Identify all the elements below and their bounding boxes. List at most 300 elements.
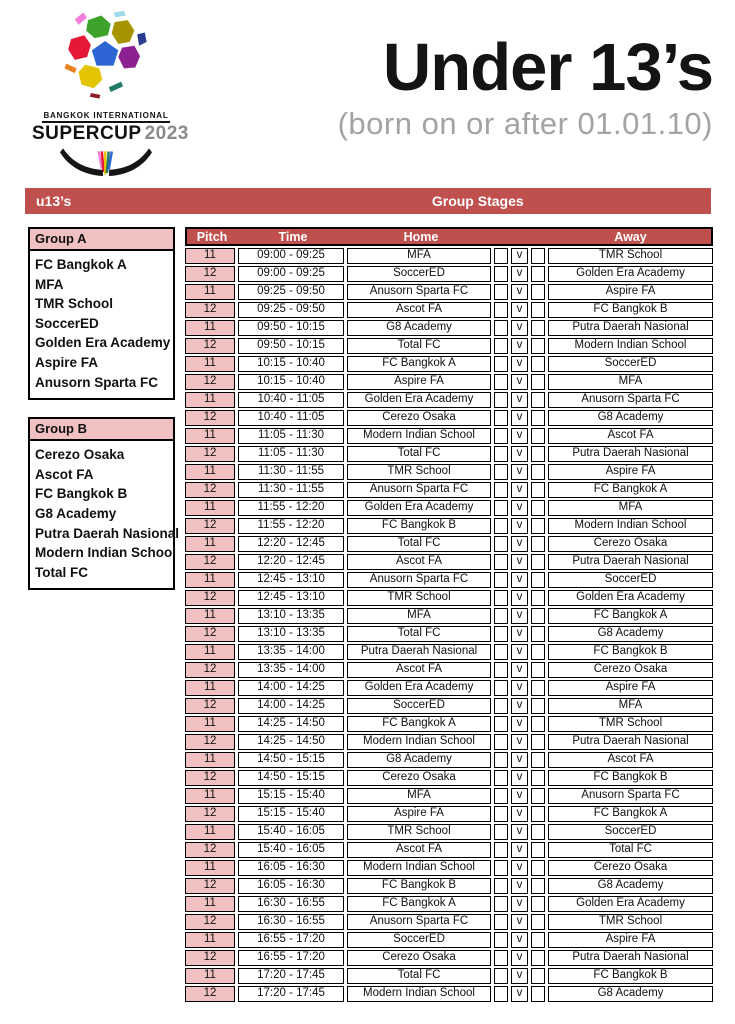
away-team-cell: Aspire FA: [548, 284, 713, 300]
pitch-cell: 11: [185, 608, 235, 624]
home-team-cell: MFA: [347, 788, 491, 804]
pitch-cell: 12: [185, 410, 235, 426]
home-team-cell: SoccerED: [347, 698, 491, 714]
spacer-cell: [494, 842, 508, 858]
team-name: Aspire FA: [35, 354, 99, 370]
away-team-cell: Aspire FA: [548, 680, 713, 696]
away-team-cell: Aspire FA: [548, 464, 713, 480]
team-name: Cerezo Osaka: [35, 447, 125, 463]
time-cell: 11:30 - 11:55: [238, 482, 344, 498]
spacer-cell: [531, 752, 545, 768]
spacer-cell: [494, 338, 508, 354]
versus-cell: v: [511, 824, 528, 840]
away-team-cell: Putra Daerah Nasional: [548, 734, 713, 750]
versus-cell: v: [511, 428, 528, 444]
spacer-cell: [531, 248, 545, 264]
team-name: Putra Daerah Nasional: [35, 525, 180, 541]
home-team-cell: Total FC: [347, 536, 491, 552]
team-name: FC Bangkok A: [35, 257, 127, 272]
banner-stage-label: Group Stages: [431, 193, 524, 209]
spacer-cell: [494, 392, 508, 408]
away-team-cell: Modern Indian School: [548, 338, 713, 354]
away-team-cell: Putra Daerah Nasional: [548, 950, 713, 966]
match-row: [185, 338, 713, 354]
match-row: [185, 842, 713, 858]
home-team-cell: FC Bangkok B: [347, 518, 491, 534]
spacer-cell: [494, 590, 508, 606]
spacer-cell: [494, 752, 508, 768]
away-team-cell: FC Bangkok B: [548, 968, 713, 984]
spacer-cell: [494, 608, 508, 624]
spacer-cell: [494, 266, 508, 282]
spacer-cell: [494, 626, 508, 642]
away-team-cell: Putra Daerah Nasional: [548, 446, 713, 462]
versus-cell: v: [511, 950, 528, 966]
spacer-cell: [531, 302, 545, 318]
home-team-cell: TMR School: [347, 824, 491, 840]
spacer-cell: [494, 896, 508, 912]
spacer-cell: [494, 986, 508, 1002]
spacer-cell: [531, 266, 545, 282]
time-cell: 14:50 - 15:15: [238, 752, 344, 768]
spacer-cell: [494, 284, 508, 300]
match-row: [185, 644, 713, 660]
pitch-cell: 11: [185, 428, 235, 444]
pitch-cell: 11: [185, 860, 235, 876]
home-team-cell: FC Bangkok B: [347, 878, 491, 894]
time-cell: 14:00 - 14:25: [238, 698, 344, 714]
home-team-cell: SoccerED: [347, 266, 491, 282]
match-row: [185, 986, 713, 1002]
match-row: [185, 410, 713, 426]
group-a-teams: [30, 251, 173, 398]
match-row: [185, 284, 713, 300]
home-team-cell: Total FC: [347, 626, 491, 642]
away-team-cell: SoccerED: [548, 572, 713, 588]
home-team-cell: TMR School: [347, 590, 491, 606]
time-cell: 11:05 - 11:30: [238, 428, 344, 444]
versus-cell: v: [511, 860, 528, 876]
spacer-cell: [494, 716, 508, 732]
home-team-cell: Ascot FA: [347, 662, 491, 678]
spacer-cell: [531, 572, 545, 588]
home-team-cell: G8 Academy: [347, 320, 491, 336]
home-team-cell: Ascot FA: [347, 302, 491, 318]
time-cell: 15:40 - 16:05: [238, 824, 344, 840]
fixtures-table: [185, 227, 713, 1002]
time-cell: 14:50 - 15:15: [238, 770, 344, 786]
match-row: [185, 392, 713, 408]
time-cell: 16:55 - 17:20: [238, 932, 344, 948]
section-banner: [25, 188, 711, 214]
versus-cell: v: [511, 770, 528, 786]
home-team-cell: Anusorn Sparta FC: [347, 284, 491, 300]
column-header-pitch: Pitch: [196, 229, 228, 244]
match-row: [185, 572, 713, 588]
versus-cell: v: [511, 752, 528, 768]
home-team-cell: Golden Era Academy: [347, 680, 491, 696]
match-row: [185, 356, 713, 372]
spacer-cell: [531, 446, 545, 462]
pitch-cell: 12: [185, 662, 235, 678]
versus-cell: v: [511, 608, 528, 624]
match-row: [185, 464, 713, 480]
versus-cell: v: [511, 932, 528, 948]
versus-cell: v: [511, 482, 528, 498]
spacer-cell: [494, 320, 508, 336]
pitch-cell: 11: [185, 788, 235, 804]
away-team-cell: FC Bangkok B: [548, 644, 713, 660]
home-team-cell: Modern Indian School: [347, 734, 491, 750]
banner-age-label: u13’s: [36, 193, 72, 209]
away-team-cell: FC Bangkok B: [548, 770, 713, 786]
spacer-cell: [531, 554, 545, 570]
away-team-cell: Golden Era Academy: [548, 266, 713, 282]
away-team-cell: Ascot FA: [548, 752, 713, 768]
match-row: [185, 320, 713, 336]
away-team-cell: Anusorn Sparta FC: [548, 392, 713, 408]
pitch-cell: 11: [185, 392, 235, 408]
time-cell: 16:05 - 16:30: [238, 878, 344, 894]
time-cell: 12:20 - 12:45: [238, 554, 344, 570]
logo-supercup: SUPERCUP: [32, 123, 142, 144]
away-team-cell: Aspire FA: [548, 932, 713, 948]
away-team-cell: SoccerED: [548, 356, 713, 372]
home-team-cell: FC Bangkok A: [347, 356, 491, 372]
spacer-cell: [494, 374, 508, 390]
spacer-cell: [531, 914, 545, 930]
team-name: Ascot FA: [35, 466, 94, 482]
home-team-cell: Aspire FA: [347, 374, 491, 390]
team-name: TMR School: [35, 296, 113, 312]
match-row: [185, 248, 713, 264]
spacer-cell: [531, 410, 545, 426]
spacer-cell: [494, 248, 508, 264]
versus-cell: v: [511, 572, 528, 588]
tournament-logo: [32, 6, 189, 186]
versus-cell: v: [511, 914, 528, 930]
time-cell: 12:45 - 13:10: [238, 590, 344, 606]
pitch-cell: 11: [185, 824, 235, 840]
pitch-cell: 12: [185, 914, 235, 930]
match-row: [185, 446, 713, 462]
pitch-cell: 12: [185, 950, 235, 966]
spacer-cell: [494, 500, 508, 516]
match-row: [185, 770, 713, 786]
time-cell: 10:15 - 10:40: [238, 374, 344, 390]
group-b-header: Group B: [30, 419, 173, 441]
match-row: [185, 806, 713, 822]
versus-cell: v: [511, 788, 528, 804]
time-cell: 09:25 - 09:50: [238, 302, 344, 318]
spacer-cell: [531, 986, 545, 1002]
pitch-cell: 12: [185, 698, 235, 714]
column-header-home: Home: [403, 229, 439, 244]
spacer-cell: [494, 644, 508, 660]
home-team-cell: Anusorn Sparta FC: [347, 914, 491, 930]
away-team-cell: FC Bangkok A: [548, 608, 713, 624]
team-name: Golden Era Academy: [35, 335, 171, 351]
time-cell: 11:55 - 12:20: [238, 518, 344, 534]
home-team-cell: MFA: [347, 248, 491, 264]
spacer-cell: [531, 644, 545, 660]
spacer-cell: [531, 950, 545, 966]
time-cell: 16:55 - 17:20: [238, 950, 344, 966]
home-team-cell: Modern Indian School: [347, 428, 491, 444]
versus-cell: v: [511, 446, 528, 462]
pitch-cell: 12: [185, 482, 235, 498]
match-row: [185, 680, 713, 696]
pitch-cell: 11: [185, 356, 235, 372]
home-team-cell: Modern Indian School: [347, 860, 491, 876]
pitch-cell: 12: [185, 878, 235, 894]
away-team-cell: FC Bangkok A: [548, 806, 713, 822]
time-cell: 10:40 - 11:05: [238, 410, 344, 426]
match-row: [185, 860, 713, 876]
spacer-cell: [494, 968, 508, 984]
trophy-icon: [60, 146, 152, 186]
spacer-cell: [531, 536, 545, 552]
home-team-cell: Anusorn Sparta FC: [347, 482, 491, 498]
pitch-cell: 11: [185, 536, 235, 552]
team-name: Modern Indian School: [35, 545, 176, 561]
column-header-time: Time: [278, 229, 308, 244]
page-title: Under 13’s: [382, 30, 713, 105]
page-header: [0, 0, 735, 188]
time-cell: 12:20 - 12:45: [238, 536, 344, 552]
home-team-cell: Total FC: [347, 446, 491, 462]
spacer-cell: [531, 482, 545, 498]
match-row: [185, 626, 713, 642]
team-name: SoccerED: [35, 315, 99, 331]
logo-name: [32, 123, 189, 145]
away-team-cell: Cerezo Osaka: [548, 662, 713, 678]
pitch-cell: 12: [185, 626, 235, 642]
spacer-cell: [531, 806, 545, 822]
versus-cell: v: [511, 662, 528, 678]
home-team-cell: SoccerED: [347, 932, 491, 948]
away-team-cell: Putra Daerah Nasional: [548, 554, 713, 570]
versus-cell: v: [511, 680, 528, 696]
away-team-cell: Modern Indian School: [548, 518, 713, 534]
spacer-cell: [531, 608, 545, 624]
versus-cell: v: [511, 734, 528, 750]
soccer-ball-icon: [54, 6, 158, 110]
spacer-cell: [531, 392, 545, 408]
title-block: [337, 30, 713, 142]
spacer-cell: [494, 356, 508, 372]
versus-cell: v: [511, 410, 528, 426]
match-row: [185, 662, 713, 678]
match-row: [185, 590, 713, 606]
match-row: [185, 374, 713, 390]
spacer-cell: [531, 770, 545, 786]
home-team-cell: Golden Era Academy: [347, 392, 491, 408]
time-cell: 17:20 - 17:45: [238, 986, 344, 1002]
spacer-cell: [531, 662, 545, 678]
versus-cell: v: [511, 518, 528, 534]
spacer-cell: [531, 356, 545, 372]
logo-year: 2023: [144, 123, 189, 144]
versus-cell: v: [511, 536, 528, 552]
versus-cell: v: [511, 842, 528, 858]
pitch-cell: 11: [185, 500, 235, 516]
match-row: [185, 482, 713, 498]
time-cell: 09:50 - 10:15: [238, 320, 344, 336]
spacer-cell: [494, 446, 508, 462]
pitch-cell: 12: [185, 770, 235, 786]
away-team-cell: G8 Academy: [548, 878, 713, 894]
versus-cell: v: [511, 590, 528, 606]
pitch-cell: 12: [185, 302, 235, 318]
spacer-cell: [494, 698, 508, 714]
home-team-cell: MFA: [347, 608, 491, 624]
match-row: [185, 500, 713, 516]
away-team-cell: G8 Academy: [548, 626, 713, 642]
spacer-cell: [494, 518, 508, 534]
spacer-cell: [494, 482, 508, 498]
spacer-cell: [531, 500, 545, 516]
pitch-cell: 12: [185, 374, 235, 390]
versus-cell: v: [511, 986, 528, 1002]
away-team-cell: Golden Era Academy: [548, 896, 713, 912]
away-team-cell: Putra Daerah Nasional: [548, 320, 713, 336]
spacer-cell: [494, 464, 508, 480]
home-team-cell: Total FC: [347, 338, 491, 354]
spacer-cell: [494, 788, 508, 804]
match-row: [185, 950, 713, 966]
spacer-cell: [494, 680, 508, 696]
group-a-header: Group A: [30, 229, 173, 251]
group-b-teams: [30, 441, 180, 588]
spacer-cell: [531, 932, 545, 948]
home-team-cell: G8 Academy: [347, 752, 491, 768]
pitch-cell: 12: [185, 554, 235, 570]
time-cell: 11:30 - 11:55: [238, 464, 344, 480]
versus-cell: v: [511, 500, 528, 516]
home-team-cell: FC Bangkok A: [347, 896, 491, 912]
spacer-cell: [531, 824, 545, 840]
spacer-cell: [531, 590, 545, 606]
team-name: G8 Academy: [35, 505, 117, 521]
spacer-cell: [531, 734, 545, 750]
pitch-cell: 11: [185, 896, 235, 912]
spacer-cell: [494, 536, 508, 552]
home-team-cell: TMR School: [347, 464, 491, 480]
away-team-cell: Cerezo Osaka: [548, 860, 713, 876]
spacer-cell: [531, 842, 545, 858]
spacer-cell: [531, 374, 545, 390]
match-row: [185, 932, 713, 948]
home-team-cell: Golden Era Academy: [347, 500, 491, 516]
spacer-cell: [494, 428, 508, 444]
time-cell: 13:10 - 13:35: [238, 608, 344, 624]
versus-cell: v: [511, 284, 528, 300]
match-row: [185, 536, 713, 552]
versus-cell: v: [511, 806, 528, 822]
home-team-cell: Modern Indian School: [347, 986, 491, 1002]
time-cell: 13:35 - 14:00: [238, 662, 344, 678]
spacer-cell: [531, 698, 545, 714]
away-team-cell: Total FC: [548, 842, 713, 858]
spacer-cell: [531, 518, 545, 534]
away-team-cell: Cerezo Osaka: [548, 536, 713, 552]
away-team-cell: TMR School: [548, 914, 713, 930]
match-row: [185, 788, 713, 804]
spacer-cell: [494, 410, 508, 426]
spacer-cell: [531, 428, 545, 444]
match-row: [185, 302, 713, 318]
spacer-cell: [494, 554, 508, 570]
spacer-cell: [494, 914, 508, 930]
away-team-cell: G8 Academy: [548, 410, 713, 426]
versus-cell: v: [511, 698, 528, 714]
time-cell: 17:20 - 17:45: [238, 968, 344, 984]
spacer-cell: [494, 860, 508, 876]
pitch-cell: 12: [185, 842, 235, 858]
pitch-cell: 11: [185, 716, 235, 732]
match-row: [185, 518, 713, 534]
spacer-cell: [531, 860, 545, 876]
away-team-cell: FC Bangkok B: [548, 302, 713, 318]
match-row: [185, 266, 713, 282]
spacer-cell: [494, 572, 508, 588]
time-cell: 10:15 - 10:40: [238, 356, 344, 372]
time-cell: 09:00 - 09:25: [238, 248, 344, 264]
group-b-box: [28, 417, 180, 590]
time-cell: 16:30 - 16:55: [238, 914, 344, 930]
time-cell: 14:00 - 14:25: [238, 680, 344, 696]
away-team-cell: TMR School: [548, 716, 713, 732]
away-team-cell: G8 Academy: [548, 986, 713, 1002]
pitch-cell: 11: [185, 284, 235, 300]
time-cell: 09:25 - 09:50: [238, 284, 344, 300]
pitch-cell: 11: [185, 464, 235, 480]
spacer-cell: [531, 464, 545, 480]
away-team-cell: MFA: [548, 500, 713, 516]
pitch-cell: 12: [185, 734, 235, 750]
match-row: [185, 896, 713, 912]
spacer-cell: [494, 302, 508, 318]
time-cell: 16:05 - 16:30: [238, 860, 344, 876]
versus-cell: v: [511, 554, 528, 570]
versus-cell: v: [511, 356, 528, 372]
page-subtitle: (born on or after 01.01.10): [337, 106, 713, 142]
pitch-cell: 11: [185, 644, 235, 660]
spacer-cell: [531, 968, 545, 984]
match-row: [185, 698, 713, 714]
match-row: [185, 878, 713, 894]
spacer-cell: [531, 788, 545, 804]
home-team-cell: Ascot FA: [347, 554, 491, 570]
spacer-cell: [531, 284, 545, 300]
pitch-cell: 11: [185, 680, 235, 696]
time-cell: 09:50 - 10:15: [238, 338, 344, 354]
match-row: [185, 734, 713, 750]
pitch-cell: 11: [185, 248, 235, 264]
spacer-cell: [531, 878, 545, 894]
time-cell: 14:25 - 14:50: [238, 734, 344, 750]
time-cell: 12:45 - 13:10: [238, 572, 344, 588]
team-name: FC Bangkok B: [35, 486, 128, 502]
time-cell: 13:10 - 13:35: [238, 626, 344, 642]
match-row: [185, 968, 713, 984]
time-cell: 10:40 - 11:05: [238, 392, 344, 408]
pitch-cell: 12: [185, 446, 235, 462]
versus-cell: v: [511, 392, 528, 408]
away-team-cell: Ascot FA: [548, 428, 713, 444]
pitch-cell: 11: [185, 968, 235, 984]
